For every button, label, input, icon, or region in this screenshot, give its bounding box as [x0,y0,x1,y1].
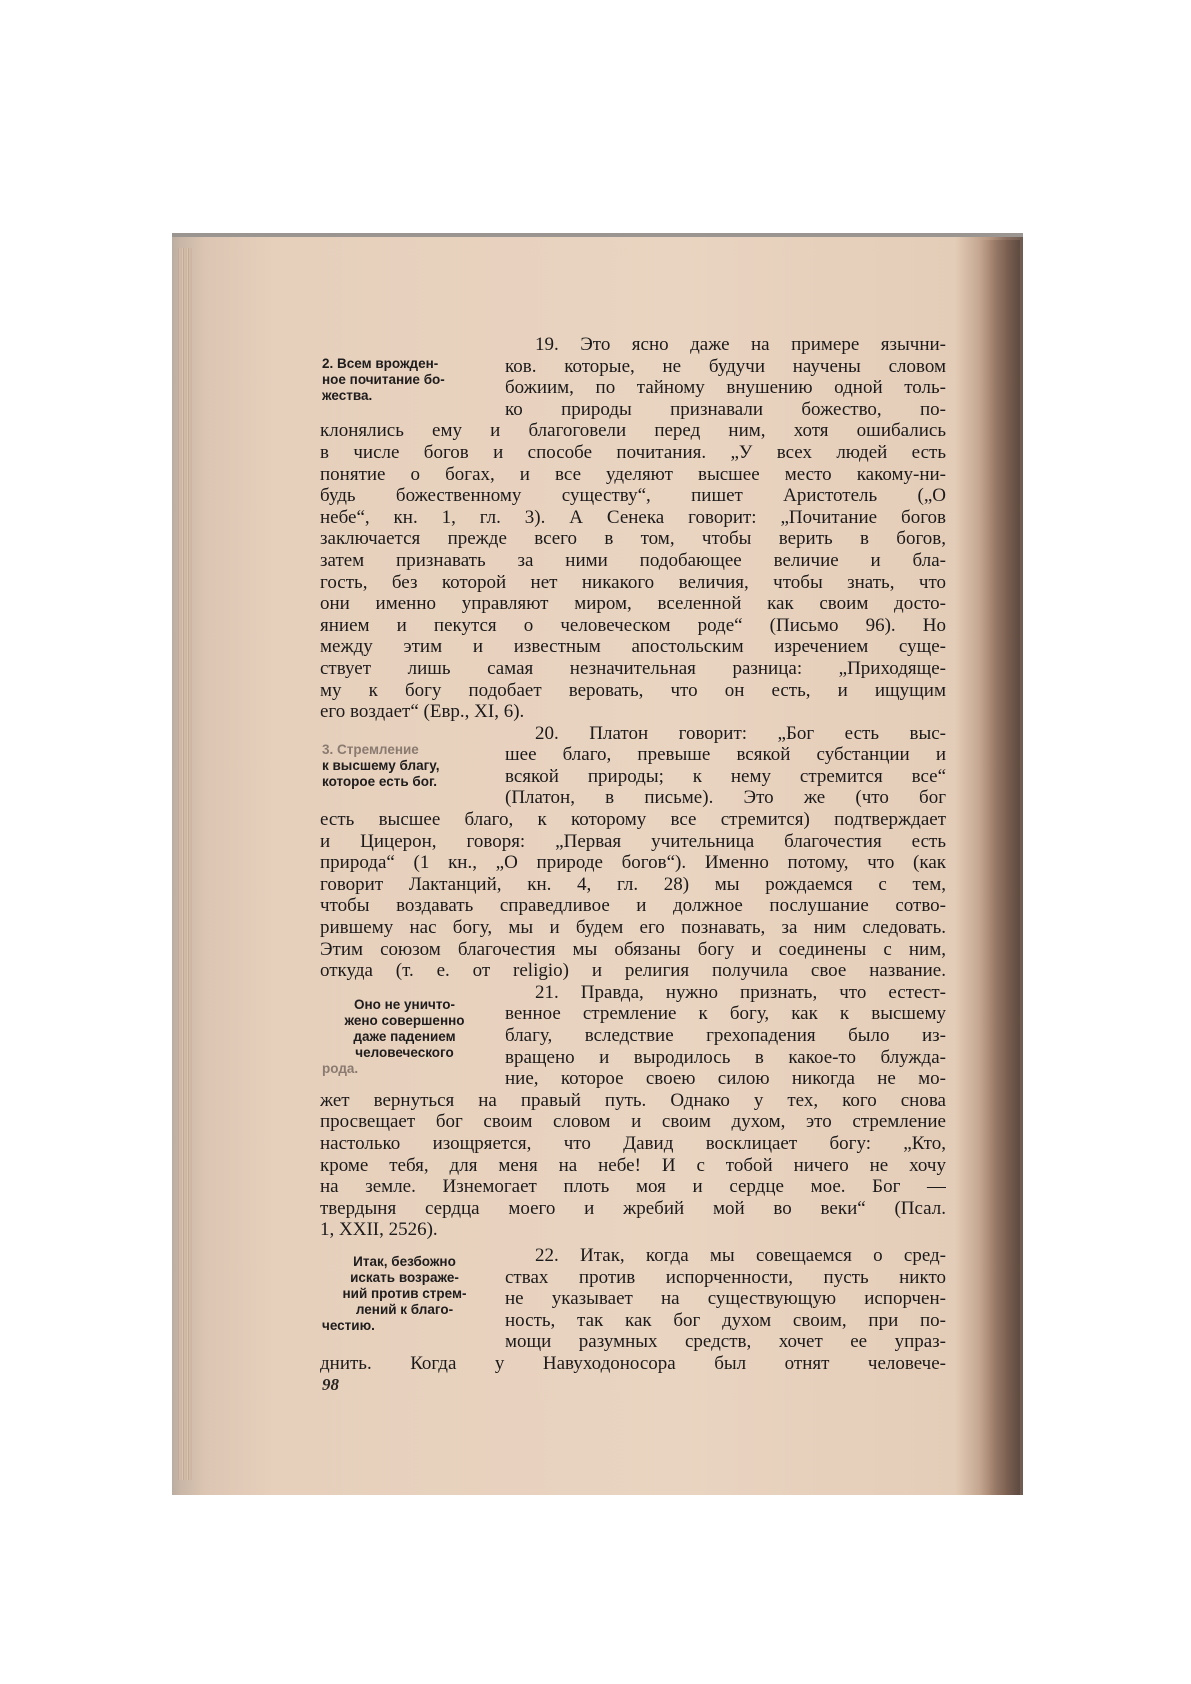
text-line: клонялись ему и благоговели перед ним, хотя ошибались [320,420,946,442]
paragraph-19 [320,334,946,723]
text-line: 21. Правда, нужно признать, что естест- [535,981,946,1003]
text-line: ков. которые, не будучи научены словом [505,355,946,377]
sidenote-line: честию. [322,1318,375,1333]
text-line: говорит Лактанций, кн. 4, гл. 28) мы рождаемся с тем, [320,873,946,895]
text-line: ствует лишь самая незначительная разница: „Приходяще- [320,657,946,679]
text-line: понятие о богах, и все уделяют высшее место какому-ни- [320,463,946,485]
sidenote-line: ное почитание бо- [322,372,445,387]
book-spine-shadow [980,240,1020,1495]
sidenote-line: лений к благо- [355,1302,454,1317]
sidenote-line: ний против стрем- [342,1286,467,1301]
text-line: в числе богов и способе почитания. „У всех людей есть [320,441,946,463]
text-line: днить. Когда у Навуходоносора был отнят человече- [320,1352,946,1374]
text-line: ствах против испорченности, пусть никто [505,1266,946,1288]
sidenote-line: человеческого [355,1045,454,1060]
text-line: гость, без которой нет никакого величия, чтобы знать, что [320,571,946,593]
paragraph-21 [320,982,946,1241]
text-line: вращено и выродилось в какое-то блужда- [505,1046,946,1068]
text-line: благу, вследствие грехопадения было из- [505,1025,946,1046]
text-line: ние, которое своею силою никогда не мо- [505,1068,946,1090]
text-line: кроме тебя, для меня на небе! И с тобой ничего не хочу [320,1154,946,1176]
text-line: и Цицерон, говоря: „Первая учительница благочестия есть [320,830,946,852]
text-line: му к богу подобает веровать, что он есть, и ищущим [320,679,946,701]
sidenote-line: 3. Стремление [322,742,419,757]
sidenote-line: 2. Всем врожден- [322,356,439,371]
text-line: не указывает на существующую испорчен- [505,1288,946,1310]
text-line: природа“ (1 кн., „О природе богов“). Именно потому, что (как [320,852,946,874]
book-page-edges [178,248,192,1480]
text-line: просвещает бог своим словом и своим духом, это стремление [320,1111,946,1133]
text-line: (Платон, в письме). Это же (что бог [505,787,946,809]
text-line: настолько изощряется, что Давид восклицает богу: „Кто, [320,1132,946,1154]
text-line: всякой природы; к нему стремится все“ [505,765,946,787]
text-line: 19. Это ясно даже на примере язычни- [535,334,946,355]
sidenote-line: искать возраже- [350,1270,459,1285]
sidenote-line: рода. [322,1061,359,1076]
text-line: небе“, кн. 1, гл. 3). А Сенека говорит: „Почитание богов [320,506,946,528]
sidenote-line: даже падением [353,1029,456,1044]
text-line: откуда (т. е. от religio) и религия получила свое название. [320,960,946,982]
sidenote-line: к высшему благу, [322,758,440,773]
text-line: 20. Платон говорит: „Бог есть выс- [535,722,946,744]
paragraph-22 [320,1245,946,1375]
text-line: ко природы признавали божество, по- [505,398,946,420]
text-line: рившему нас богу, мы и будем его познавать, за ним следовать. [320,917,946,939]
text-line: между этим и известным апостольским изречением суще- [320,636,946,658]
text-line: шее благо, превыше всякой субстанции и [505,744,946,766]
page-number: 98 [322,1375,339,1394]
text-line: на земле. Изнемогает плоть моя и сердце мое. Бог — [320,1176,946,1198]
text-line: его воздает“ (Евр., XI, 6). [320,701,525,723]
text-line: божиим, по тайному внушению одной толь- [505,377,946,399]
sidenote-line: Оно не уничто- [353,997,456,1012]
text-line: они именно управляют миром, вселенной как своим досто- [320,593,946,615]
text-line: ность, так как бог духом своим, при по- [505,1309,946,1331]
sidenote-line: жества. [322,388,373,403]
text-line: затем признавать за ними подобающее величие и бла- [320,549,946,571]
text-line: янием и пекутся о человеческом роде“ (Письмо 96). Но [320,614,946,636]
text-line: чтобы воздавать справедливое и должное послушание сотво- [320,895,946,917]
sidenote-line: Итак, безбожно [353,1254,456,1269]
text-line: 22. Итак, когда мы совещаемся о сред- [535,1244,946,1266]
text-line: твердыня сердца моего и жребий мой во веки“ (Псал. [320,1197,946,1219]
text-line: заключается прежде всего в том, чтобы верить в богов, [320,528,946,550]
sidenote-line: жено совершенно [344,1013,465,1028]
main-text [320,334,946,1375]
sidenote-line: которое есть бог. [322,774,438,789]
text-line: будь божественному существу“, пишет Аристотель („О [320,485,946,507]
paragraph-20 [320,723,946,982]
text-line: мощи разумных средств, хочет ее упраз- [505,1331,946,1353]
text-line: жет вернуться на правый путь. Однако у тех, кого снова [320,1089,946,1111]
text-line: венное стремление к богу, как к высшему [505,1003,946,1025]
text-line: 1, XXII, 2526). [320,1219,438,1241]
text-line: есть высшее благо, к которому все стремится) подтверждает [320,809,946,831]
text-line: Этим союзом благочестия мы обязаны богу и соединены с ним, [320,938,946,960]
